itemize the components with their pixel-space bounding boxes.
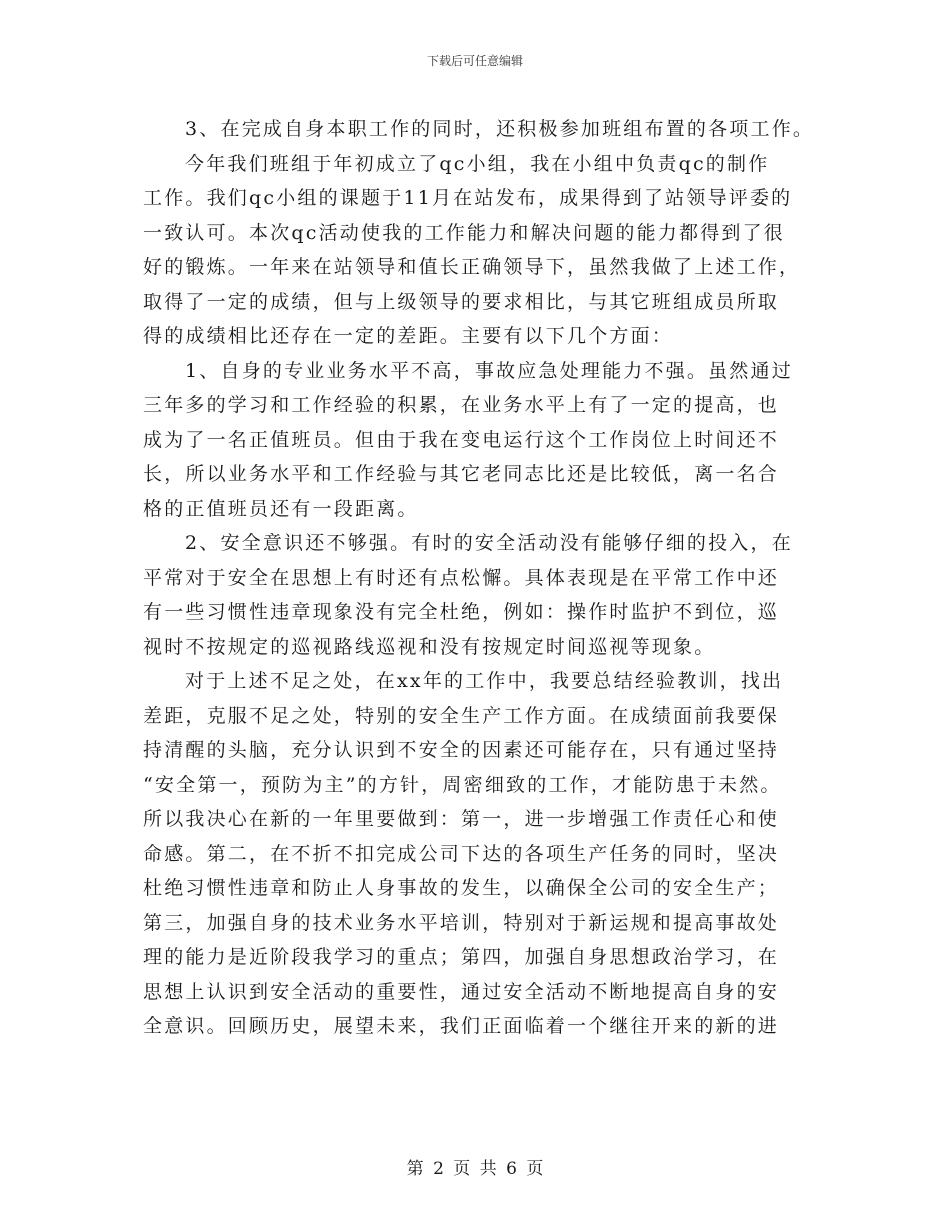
paragraph-line: 工作。我们qc小组的课题于11月在站发布，成果得到了站领导评委的 — [143, 187, 793, 209]
document-body — [143, 112, 823, 1044]
paragraph-line: 得的成绩相比还存在一定的差距。主要有以下几个方面： — [143, 325, 674, 347]
paragraph-line: 命感。第二，在不折不扣完成公司下达的各项生产任务的同时，坚决 — [143, 842, 780, 865]
paragraph-line: 一致认可。本次qc活动使我的工作能力和解决问题的能力都得到了很 — [143, 221, 786, 244]
paragraph-line: 视时不按规定的巡视路线巡视和没有按规定时间巡视等现象。 — [143, 635, 716, 658]
paragraph-line: 所以我决心在新的一年里要做到：第一，进一步增强工作责任心和使 — [143, 808, 780, 830]
paragraph-line: 思想上认识到安全活动的重要性，通过安全活动不断地提高自身的安 — [143, 980, 780, 1003]
page-header: 下载后可任意编辑 — [426, 54, 523, 68]
paragraph-line: 理的能力是近阶段我学习的重点；第四，加强自身思想政治学习，在 — [143, 946, 780, 968]
paragraph-line: 2、安全意识还不够强。有时的安全活动没有能够仔细的投入，在 — [185, 532, 793, 554]
page-number-footer: 第 2 页 共 6 页 — [406, 1159, 544, 1179]
paragraph-line: 持清醒的头脑，充分认识到不安全的因素还可能存在，只有通过坚持 — [143, 739, 780, 761]
paragraph-line: 杜绝习惯性违章和防止人身事故的发生，以确保全公司的安全生产； — [143, 877, 780, 899]
paragraph-line: 平常对于安全在思想上有时还有点松懈。具体表现是在平常工作中还 — [143, 566, 780, 589]
paragraph-line: 今年我们班组于年初成立了qc小组，我在小组中负责qc的制作 — [185, 152, 770, 175]
paragraph-line: 全意识。回顾历史，展望未来，我们正面临着一个继往开来的新的进 — [143, 1015, 780, 1037]
paragraph-line: 成为了一名正值班员。但由于我在变电运行这个工作岗位上时间还不 — [143, 428, 780, 451]
paragraph-line: 差距，克服不足之处，特别的安全生产工作方面。在成绩面前我要保 — [143, 704, 780, 727]
paragraph-line: 长，所以业务水平和工作经验与其它老同志比还是比较低，离一名合 — [143, 463, 780, 485]
paragraph-line: 三年多的学习和工作经验的积累，在业务水平上有了一定的提高，也 — [143, 394, 780, 416]
paragraph-line: 好的锻炼。一年来在站领导和值长正确领导下，虽然我做了上述工作， — [143, 256, 801, 278]
paragraph-line: 取得了一定的成绩，但与上级领导的要求相比，与其它班组成员所取 — [143, 290, 780, 313]
paragraph-line: 对于上述不足之处，在xx年的工作中，我要总结经验教训，找出 — [185, 670, 784, 692]
paragraph-line: 1、自身的专业业务水平不高，事故应急处理能力不强。虽然通过 — [185, 359, 793, 382]
paragraph-line: 第三，加强自身的技术业务水平培训，特别对于新运规和提高事故处 — [143, 911, 780, 934]
paragraph-line: 3、在完成自身本职工作的同时，还积极参加班组布置的各项工作。 — [185, 118, 815, 140]
paragraph-line: “安全第一，预防为主”的方针，周密细致的工作，才能防患于未然。 — [143, 773, 782, 796]
paragraph-line: 格的正值班员还有一段距离。 — [143, 497, 419, 520]
paragraph-line: 有一些习惯性违章现象没有完全杜绝，例如：操作时监护不到位，巡 — [143, 601, 780, 623]
